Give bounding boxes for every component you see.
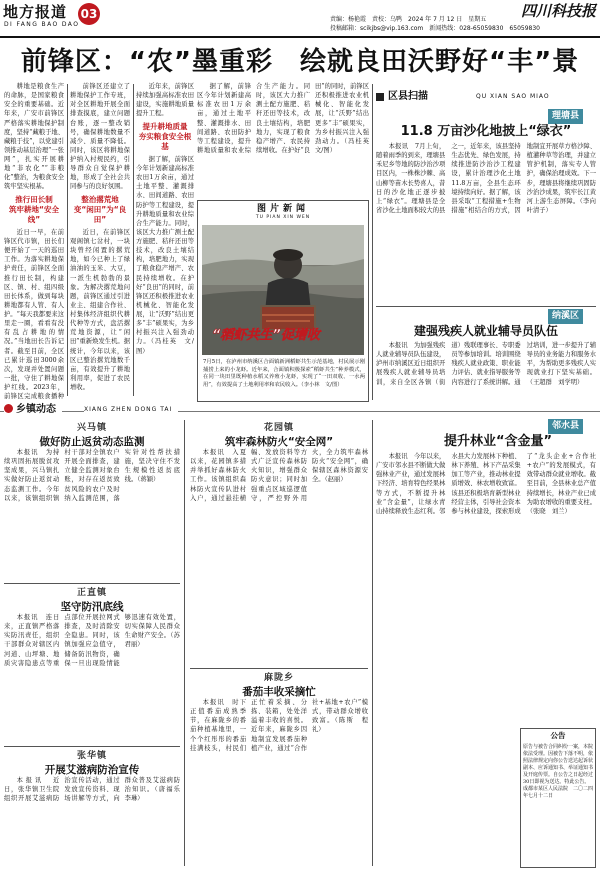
town-title: 番茄丰收采摘忙 xyxy=(242,686,316,699)
county-badge-linshui: 邻水县 xyxy=(548,419,583,434)
town-name: 正直镇 xyxy=(76,588,107,598)
district-scan-title: 区县扫描 xyxy=(388,91,428,102)
page-number-badge: 03 xyxy=(78,3,100,25)
column-divider xyxy=(372,420,373,866)
town-text: 本报讯 入夏以来，花园镇多措并举抓好森林防火工作。该镇组织森林防火宣传队进村入户，通过悬挂横幅、发放资料等方式广泛宣传森林防火知识，增强群众防火意识；同时加强重点区域巡逻值守，严控野外用火，全力筑牢森林防火“安全网”，确保辖区森林资源安全。（赵丽） xyxy=(190,449,368,502)
article-divider xyxy=(4,746,180,747)
section-name: 地方报道 xyxy=(3,3,68,21)
lead-paragraph: 耕地是粮食生产的命脉，是国家粮食安全的重要基础。近年来，广安市前锋区严格落实耕地保护制度，坚持“藏粮于地、藏粮于技”，以党建引领推动基层治理“一张网”，扎实开展耕地“非农化”“非粮化”整治，为粮食安全筑牢坚实根基。 xyxy=(4,83,64,191)
town-title: 做好防止返贫动态监测 xyxy=(39,436,145,449)
col3-paragraph: 近年来，前锋区持续加强高标准农田建设，实施耕地质量提升工程。 xyxy=(136,83,194,118)
district-scan-header xyxy=(376,90,596,104)
town-name: 麻陇乡 xyxy=(263,673,294,683)
lead-subheading-2: 整治撂荒地 变“闲田”为“良田” xyxy=(73,194,127,224)
town-name: 张华镇 xyxy=(76,751,107,761)
town-title: 坚守防汛底线 xyxy=(60,601,124,614)
masthead-rule xyxy=(0,36,600,38)
col2-paragraph-2: 近日，在前锋区观阁镇七岔村，一块块曾经闲置的撂荒地，如今已种上了绿油油的玉米、大豆，一派生机勃勃的景象。为解决撂荒地问题，前锋区通过引进业主、组建合作社、村集体经济组织代耕代种等方式，盘活撂荒地资源，让“闲田”重新焕发生机。据统计，今年以来，该区已整治撂荒地数千亩，有效提升了耕地利用率，促进了农民增收。 xyxy=(70,228,130,391)
lead-paragraph-2: 近日一早，在前锋区代市镇，田长们便开始了一天的巡田工作。为落实耕地保护责任，前锋区全面推行田长制，构建区、镇、村、组四级田长体系，做到每块耕地都有人管、有人护。“每天我都要来这里走一圈，看看有没有乱占耕地的情况。”当地田长告诉记者。截至目前，全区已累计巡田3000余次，发现并处置问题一批，守住了耕地保护红线。2023年，前锋区完成粮食播种 xyxy=(4,228,64,400)
town-title: 开展艾滋病防治宣传 xyxy=(44,764,140,777)
section-pinyin: DI FANG BAO DAO xyxy=(4,21,80,28)
article-body-litang xyxy=(376,142,596,304)
article-divider xyxy=(190,668,368,669)
lead-column-4 xyxy=(197,82,369,198)
lead-column-3 xyxy=(136,82,194,400)
notice-title: 公告 xyxy=(550,731,566,740)
township-news-pinyin: XIANG ZHEN DONG TAI xyxy=(84,406,178,415)
square-bullet-icon xyxy=(376,93,384,101)
town-body-malong xyxy=(190,698,368,866)
red-dot-icon xyxy=(4,404,13,413)
article-text-linshui: 本报讯 今年以来，广安市邻水县不断做大做强林业产业，通过发展林下经济、培育特色经果林等方式，不断提升林业“含金量”，让绿水青山持续释放生态红利。邻水县大力发展林下种植、林下养殖、林下产品采集加工等产业，推动林业提质增效、林农增收致富。该县还积极培育新型林业经营主体，引导社会资本参与林业建设，探索形成了“龙头企业+合作社+农户”的发展模式，有效带动群众就业增收。截至目前，全县林业总产值持续增长，林业产业已成为助农增收的重要支柱。（张晓 刘兰） xyxy=(376,453,596,515)
article-title-naxi: 建强残疾人就业辅导员队伍 xyxy=(413,324,558,338)
lead-subheading-1: 推行田长制 筑牢耕地“安全线” xyxy=(9,194,59,224)
lead-column-2 xyxy=(70,82,130,400)
town-text: 本报讯 为持续巩固拓展脱贫攻坚成果，兴马镇扎实做好防止返贫动态监测工作。今年以来，该镇组织镇村干部对全镇农户开展全面排查，建立健全监测对象台账，对存在返贫致贫风险的农户及时纳入监测范围，落实针对性帮扶措施，坚决守住不发生规模性返贫底线。（蒋颖） xyxy=(4,449,180,502)
column-divider xyxy=(133,84,134,396)
town-block-zhengzhi xyxy=(4,587,180,615)
town-text: 本报讯 时下正值番茄成熟季节，在麻陇乡的番茄种植基地里，一个个红彤彤的番茄挂满枝头，村民们正忙着采摘、分拣、装箱，处处洋溢着丰收的喜悦。近年来，麻陇乡因地制宜发展番茄种植产业，通过“合作社+基地+农户”模式，带动群众增收致富。（陈斯 程礼） xyxy=(190,699,368,752)
article-title-litang: 11.8 万亩沙化地披上“绿衣” xyxy=(400,124,572,139)
town-block-huayuan xyxy=(190,422,368,450)
article-body-naxi xyxy=(376,341,596,399)
contact-line: 投稿邮箱：scikjbs@vip.163.com 新闻热线：028-65059830 65059830 xyxy=(330,25,540,32)
photo-news-heading: 图片新闻 xyxy=(256,204,309,214)
district-scan-pinyin: QU XIAN SAO MIAO xyxy=(476,93,550,100)
main-headline: 前锋区：“农”墨重彩 绘就良田沃野好“丰”景 xyxy=(20,47,580,77)
photo-news-pinyin: TU PIAN XIN WEN xyxy=(255,215,311,220)
town-body-huayuan xyxy=(190,448,368,664)
county-badge-litang: 理塘县 xyxy=(548,109,583,124)
town-body-zhanghua xyxy=(4,776,180,866)
col4-paragraph: 据了解，前锋区今年计划新建高标准农田1万余亩，通过土地平整、灌溉排水、田间道路、农田防护等工程建设，提升耕地质量和农业综合生产能力。同时，该区大力推广测土配方施肥、秸秆还田等技术，改良土壤结构，培肥地力，实现了粮食稳产增产、农民持续增收。在护好“良田”的同时，前锋区还积极推进农业机械化、智能化发展，让“沃野”结出更多“丰”硕果实，为乡村振兴注入强劲动力。（冯桂英 文/图） xyxy=(197,83,369,154)
town-name: 兴马镇 xyxy=(76,423,107,433)
court-notice-box xyxy=(520,728,596,868)
photo-caption: 7月5日，在泸州市纳溪区合面镇新洲稻虾共生示范基地，村民展示刚捕捞上来的小龙虾。近年来，合面镇积极探索“稻虾共生”种养模式，在同一块田里既种植水稻又养殖小龙虾，实现了“一田双收、一水两用”，有效提高了土地利用率和农民收入。（李小林 文/图） xyxy=(203,359,365,389)
county-badge-naxi: 纳溪区 xyxy=(548,309,583,324)
town-text: 本报讯 近日，张华镇卫生院组织开展艾滋病防治宣传活动，通过发放宣传资料、现场讲解等方式，向群众普及艾滋病防治知识。（唐福乐 李琳） xyxy=(4,777,180,803)
township-news-band xyxy=(0,402,600,418)
editor-line: 责编：杨艳霞 责校：乌鸭 2024 年 7 月 12 日 星期五 xyxy=(330,16,487,23)
town-text: 本报讯 连日来，正直镇严格落实防汛责任，组织干部群众对辖区内河道、山坪塘、地质灾害隐患点等重点部位开展拉网式排查，及时消除安全隐患。同时，该镇加强应急值守，储备防汛物资，确保一旦出现险情能够迅速有效处置，切实保障人民群众生命财产安全。（苏君丽） xyxy=(4,614,180,667)
article-text-naxi: 本报讯 为加强残疾人就业辅导员队伍建设，泸州市纳溪区近日组织开展残疾人就业辅导员培训，来自全区各镇（街道）残联理事长、专职委员等参加培训。培训围绕残疾人就业政策、职业能力评估、就业指导服务等内容进行了系统讲解。通过培训，进一步提升了辅导员的业务能力和服务水平，为帮助更多残疾人实现就业打下坚实基础。（王超群 刘学明） xyxy=(376,342,596,386)
article-title-linshui: 提升林业“含金量” xyxy=(443,434,553,449)
lead-subheading-3: 提升耕地质量 夯实粮食安全根基 xyxy=(138,121,192,151)
notice-text: 原告与被告合同纠纷一案，本院依法受理。因被告下落不明，依照法律规定向你公告送达起诉状副本、应诉通知书、举证通知书及开庭传票。自公告之日起经过30日即视为送达。特此公告。成都市某区人民法院 二〇二四年七月十二日 xyxy=(523,743,594,799)
town-block-zhanghua xyxy=(4,750,180,778)
newspaper-logo: 四川科技报 xyxy=(520,2,596,20)
town-title: 筑牢森林防火“安全网” xyxy=(224,436,334,449)
photo-news-box xyxy=(197,200,369,402)
town-block-malong xyxy=(190,672,368,700)
article-divider xyxy=(376,306,596,307)
township-news-label: 乡镇动态 xyxy=(16,404,56,415)
article-body-linshui xyxy=(376,452,596,724)
photo-overlay-title: “稻虾共生”促增收 xyxy=(212,328,320,343)
column-divider xyxy=(67,84,68,396)
col2-paragraph: 前锋区还建立了耕地保护工作专班，对全区耕地开展全面排查摸底，建立问题台账，逐一整改销号，确保耕地数量不减少、质量不降低。同时，该区将耕地保护纳入村规民约，引导群众自觉保护耕地，形成了全社会共同参与的良好氛围。 xyxy=(70,83,130,191)
town-body-zhengzhi xyxy=(4,613,180,743)
article-text-litang: 本报讯 7月上旬，随着雨季的到来，理塘县禾尼乡等地的防沙治沙项目区内，一株株沙棘、高山柳等苗木长势喜人，昔日的沙化地正逐步披上“绿衣”。理塘县是全省沙化土地面积较大的县之一，近年来，该县坚持生态优先、绿色发展，持续推进防沙治沙工程建设，累计治理沙化土地11.8万亩，全县生态环境持续向好。据了解，该县采取“工程措施+生物措施”相结合的方式，因地制宜开展草方格沙障、植灌种草等治理，并建立管护机制，落实专人管护，确保治理成效。下一步，理塘县将继续巩固防沙治沙成果，筑牢长江黄河上游生态屏障。（李向 叶清子） xyxy=(376,143,596,214)
town-body-xingma xyxy=(4,448,180,580)
township-news-title xyxy=(4,403,62,418)
town-block-xingma xyxy=(4,422,180,450)
lead-column-1 xyxy=(4,82,64,400)
article-divider xyxy=(4,583,180,584)
column-divider xyxy=(372,84,373,400)
masthead xyxy=(0,0,600,38)
col3-paragraph-2: 据了解，前锋区今年计划新建高标准农田1万余亩，通过土地平整、灌溉排水、田间道路、农田防护等工程建设，提升耕地质量和农业综合生产能力。同时，该区大力推广测土配方施肥、秸秆还田等技术，改良土壤结构，培肥地力，实现了粮食稳产增产、农民持续增收。在护好“良田”的同时，前锋区还积极推进农业机械化、智能化发展，让“沃野”结出更多“丰”硕果实，为乡村振兴注入强劲动力。（冯桂英 文/图） xyxy=(136,155,194,355)
town-name: 花园镇 xyxy=(263,423,294,433)
column-divider xyxy=(184,420,185,866)
